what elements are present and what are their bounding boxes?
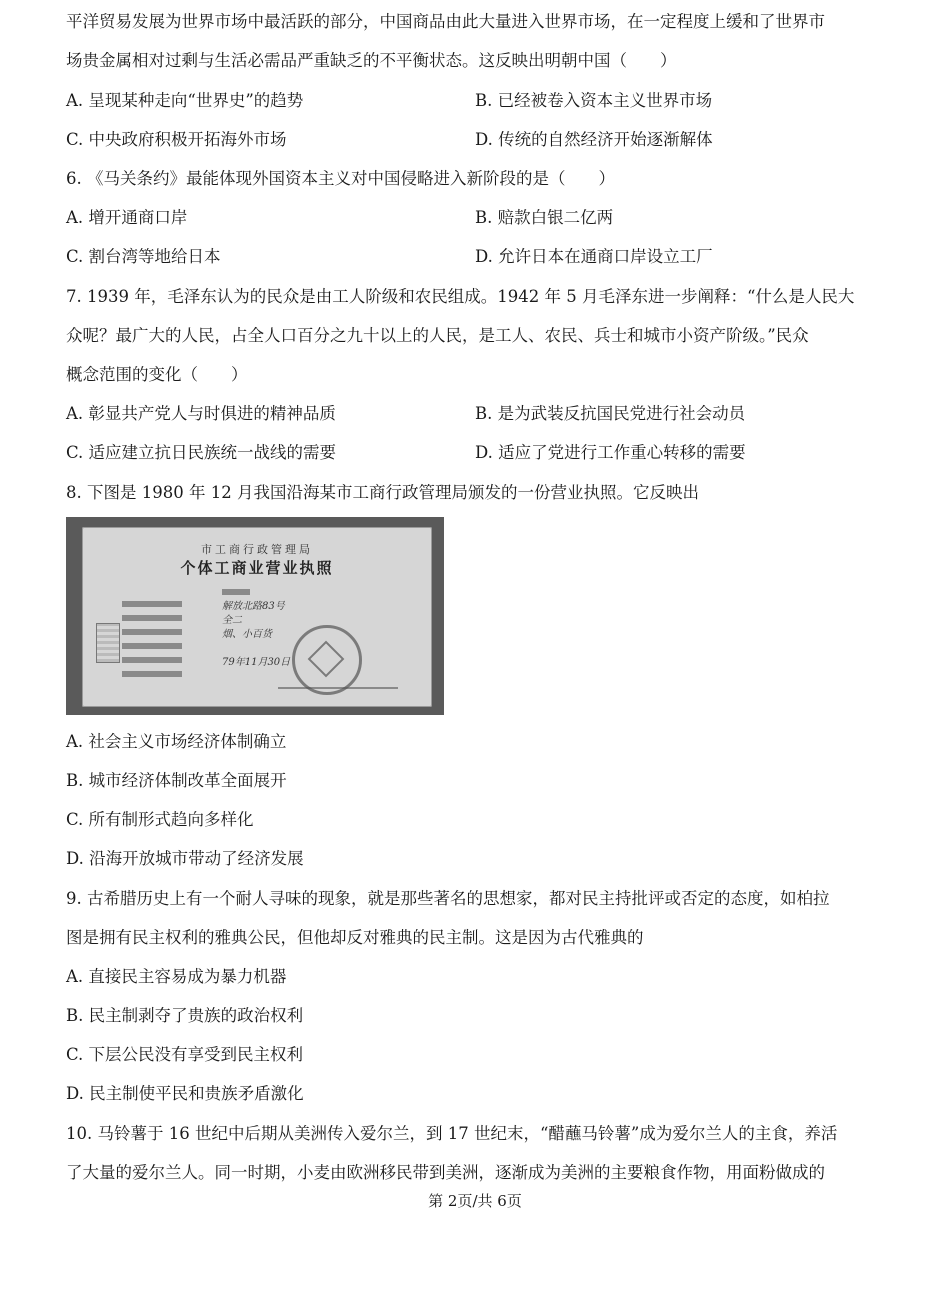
q8-option-a: A. 社会主义市场经济体制确立: [66, 732, 287, 751]
q7-stem-line3: 概念范围的变化（ ）: [66, 365, 248, 384]
license-scope: 烟、小百货: [222, 629, 272, 640]
field-label: [122, 615, 182, 621]
q10-stem-line1: 10. 马铃薯于 16 世纪中后期从美洲传入爱尔兰，到 17 世纪末，“醋蘸马铃薯”成为爱尔兰人的主食，养活: [66, 1124, 838, 1143]
field-label: [122, 601, 182, 607]
q5-option-a: A. 呈现某种走向“世界史”的趋势: [66, 91, 304, 110]
q7-stem-line2: 众呢？最广大的人民，占全人口百分之九十以上的人民，是工人、农民、兵士和城市小资产阶级。”民众: [66, 326, 809, 345]
q8-option-b: B. 城市经济体制改革全面展开: [66, 771, 287, 790]
q8-stem: 8. 下图是 1980 年 12 月我国沿海某市工商行政管理局颁发的一份营业执照。它反映出: [66, 483, 699, 502]
q7-option-c: C. 适应建立抗日民族统一战线的需要: [66, 443, 337, 462]
q6-option-c: C. 割台湾等地给日本: [66, 247, 221, 266]
q9-option-a: A. 直接民主容易成为暴力机器: [66, 967, 287, 986]
q9-stem-line1: 9. 古希腊历史上有一个耐人寻味的现象，就是那些著名的思想家，都对民主持批评或否定的态度，如柏拉: [66, 889, 830, 908]
q7-stem-line1: 7. 1939 年，毛泽东认为的民众是由工人阶级和农民组成。1942 年 5 月毛泽东进一步阐释：“什么是人民大: [66, 287, 855, 306]
business-license-photo: [66, 517, 444, 715]
official-seal: [292, 625, 362, 695]
q8-option-d: D. 沿海开放城市带动了经济发展: [66, 849, 304, 868]
q5-option-b: B. 已经被卷入资本主义世界市场: [475, 91, 713, 110]
q6-option-d: D. 允许日本在通商口岸设立工厂: [475, 247, 713, 266]
license-card: [82, 527, 432, 707]
q6-stem: 6. 《马关条约》最能体现外国资本主义对中国侵略进入新阶段的是（ ）: [66, 169, 615, 188]
field-label: [122, 657, 182, 663]
q6-option-b: B. 赔款白银二亿两: [475, 208, 614, 227]
q7-option-d: D. 适应了党进行工作重心转移的需要: [475, 443, 746, 462]
license-address: 解放北路83号: [222, 601, 285, 612]
q7-option-a: A. 彰显共产党人与时俱进的精神品质: [66, 404, 336, 423]
field-label: [122, 671, 182, 677]
q10-stem-line2: 了大量的爱尔兰人。同一时期，小麦由欧洲移民带到美洲，逐渐成为美洲的主要粮食作物，用面粉做成的: [66, 1163, 825, 1182]
q8-option-c: C. 所有制形式趋向多样化: [66, 810, 254, 829]
q7-option-b: B. 是为武装反抗国民党进行社会动员: [475, 404, 746, 423]
q9-stem-line2: 图是拥有民主权利的雅典公民，但他却反对雅典的民主制。这是因为古代雅典的: [66, 928, 644, 947]
q9-option-c: C. 下层公民没有享受到民主权利: [66, 1045, 304, 1064]
license-title: 个体工商业营业执照: [180, 559, 334, 577]
redacted-bar: [222, 589, 250, 595]
q5-option-c: C. 中央政府积极开拓海外市场: [66, 130, 287, 149]
q6-option-a: A. 增开通商口岸: [66, 208, 188, 227]
text-line: 平洋贸易发展为世界市场中最活跃的部分，中国商品由此大量进入世界市场，在一定程度上缓和了世界市: [66, 12, 825, 31]
photo-slot: [96, 623, 120, 663]
field-label: [122, 629, 182, 635]
page-footer: 第 2页/共 6页: [428, 1192, 522, 1210]
q5-option-d: D. 传统的自然经济开始逐渐解体: [475, 130, 713, 149]
q9-option-b: B. 民主制剥夺了贵族的政治权利: [66, 1006, 304, 1025]
license-staff: 全二: [222, 615, 242, 626]
license-issuer: 市工商行政管理局: [201, 543, 313, 556]
text-line: 场贵金属相对过剩与生活必需品严重缺乏的不平衡状态。这反映出明朝中国（ ）: [66, 51, 677, 70]
q9-option-d: D. 民主制使平民和贵族矛盾激化: [66, 1084, 304, 1103]
license-date: 79年11月30日: [222, 657, 291, 668]
field-label: [122, 643, 182, 649]
